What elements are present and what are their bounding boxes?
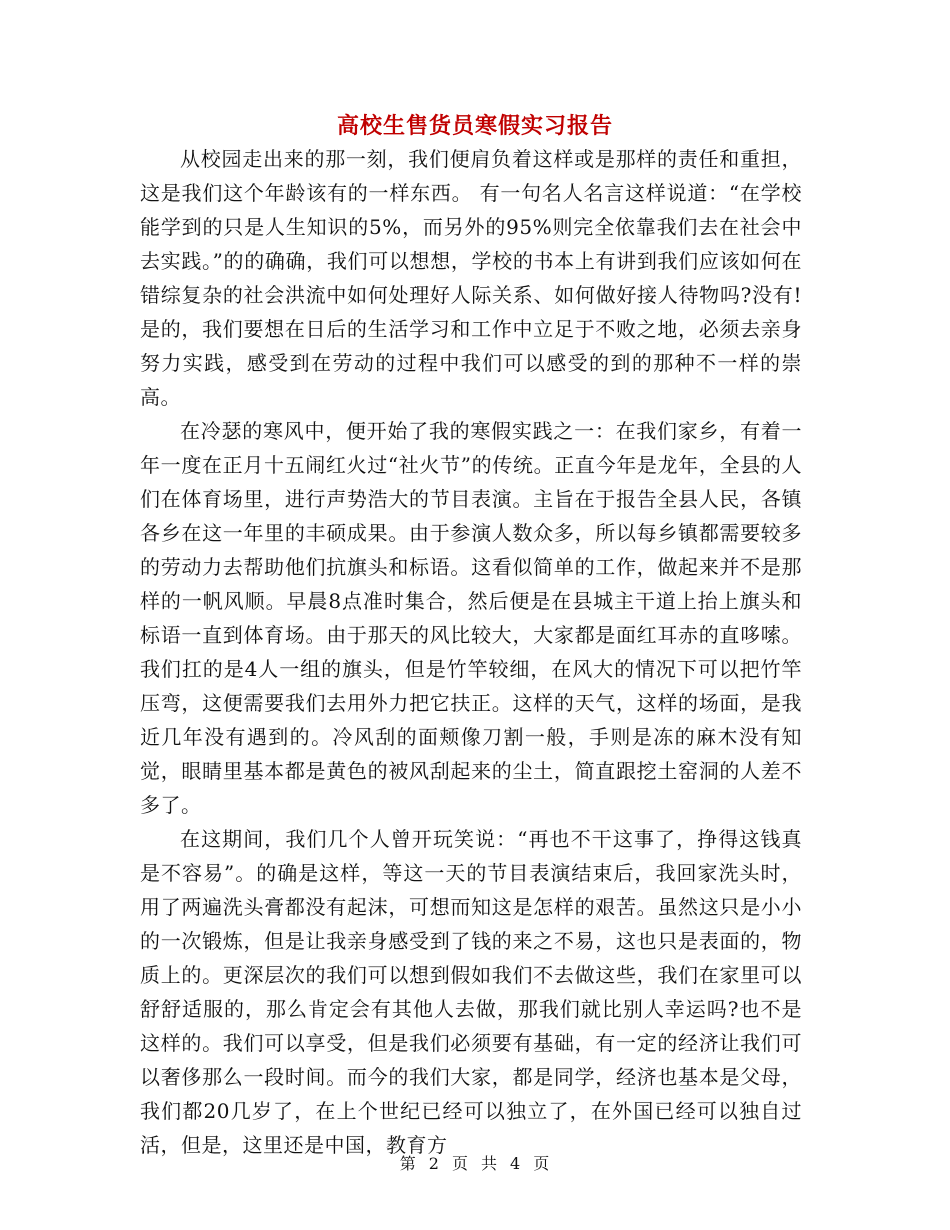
paragraph-2: 在冷瑟的寒风中，便开始了我的寒假实践之一：在我们家乡，有着一年一度在正月十五闹红火过“社火节”的传统。正直今年是龙年，全县的人们在体育场里，进行声势浩大的节目表演。主旨在于报告全县人民，各镇各乡在这一年里的丰硕成果。由于参演人数众多，所以每乡镇都需要较多的劳动力去帮助他们抗旗头和标语。这看似简单的工作，做起来并不是那样的一帆风顺。早晨8点准时集合，然后便是在县城主干道上抬上旗头和标语一直到体育场。由于那天的风比较大，大家都是面红耳赤的直哆嗦。我们扛的是4人一组的旗头，但是竹竿较细，在风大的情况下可以把竹竿压弯，这便需要我们去用外力把它扶正。这样的天气，这样的场面，是我近几年没有遇到的。冷风刮的面颊像刀割一般，手则是冻的麻木没有知觉，眼睛里基本都是黄色的被风刮起来的尘土，简直跟挖土窑洞的人差不多了。 [140,419,802,817]
footer-total-pages: 4 [510,1154,522,1173]
footer-page-word: 页 [451,1154,469,1173]
paragraph-1: 从校园走出来的那一刻，我们便肩负着这样或是那样的责任和重担，这是我们这个年龄该有的一样东西。 有一句名人名言这样说道：“在学校能学到的只是人生知识的5%，而另外的95%则完全依靠我们去在社会中去实践。”的的确确，我们可以想想，学校的书本上有讲到我们应该如何在错综复杂的社会洪流中如何处理好人际关系、如何做好接人待物吗?没有!是的，我们要想在日后的生活学习和工作中立足于不败之地，必须去亲身努力实践，感受到在劳动的过程中我们可以感受的到的那种不一样的崇高。 [140,147,802,409]
document-title: 高校生售货员寒假实习报告 [336,113,613,139]
footer-current-page: 2 [428,1154,440,1173]
footer-prefix: 第 [399,1154,417,1173]
document-body [140,142,802,1162]
paragraph-3: 在这期间，我们几个人曾开玩笑说：“再也不干这事了，挣得这钱真是不容易”。的确是这样，等这一天的节目表演结束后，我回家洗头时，用了两遍洗头膏都没有起沫，可想而知这是怎样的艰苦。虽然这只是小小的一次锻炼，但是让我亲身感受到了钱的来之不易，这也只是表面的，物质上的。更深层次的我们可以想到假如我们不去做这些，我们在家里可以舒舒适服的，那么肯定会有其他人去做，那我们就比别人幸运吗?也不是这样的。我们可以享受，但是我们必须要有基础，有一定的经济让我们可以奢侈那么一段时间。而今的我们大家，都是同学，经济也基本是父母，我们都20几岁了，在上个世纪已经可以独立了，在外国已经可以独自过活，但是，这里还是中国，教育方 [140,827,802,1157]
page-footer [0,1152,950,1176]
footer-total-prefix: 共 [481,1154,499,1173]
footer-suffix: 页 [533,1154,551,1173]
